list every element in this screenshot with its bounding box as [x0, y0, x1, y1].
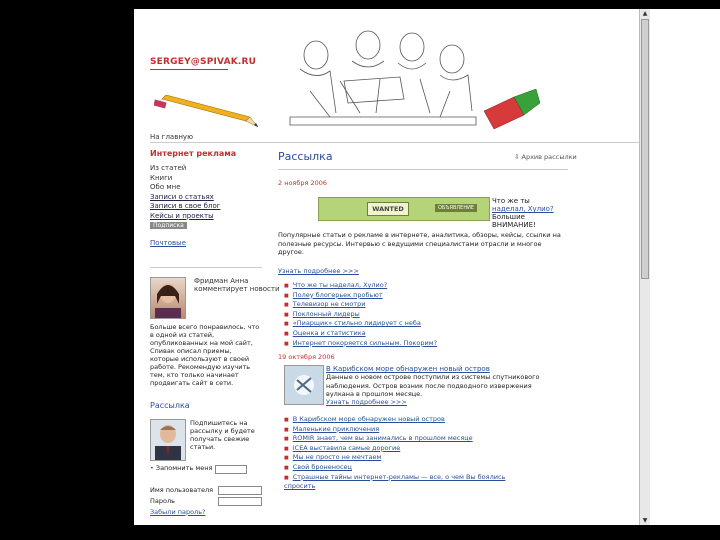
remember-field[interactable] — [215, 465, 247, 474]
wanted-banner-tag: ОБЪЯВЛЕНИЕ — [435, 204, 477, 212]
header-divider — [150, 142, 640, 143]
list-item[interactable]: ■ ROMIR знает, чем вы занимались в прошлом месяце — [284, 434, 473, 443]
list-item[interactable]: ■ ICEA выставила самые дорогие — [284, 443, 401, 452]
subscribe-button[interactable]: Подписка — [150, 222, 187, 229]
sidebar-item-books[interactable]: Книги — [150, 173, 173, 182]
avatar — [150, 419, 186, 461]
wanted-banner[interactable] — [318, 197, 490, 221]
username-input[interactable] — [218, 486, 262, 495]
title-divider — [278, 169, 568, 170]
sidebar-heading: Интернет реклама — [150, 149, 237, 158]
sidebar-subscribe-link[interactable]: Почтовые — [150, 239, 187, 247]
rss-icon: ⇩ — [514, 153, 522, 161]
sidebar-item-blog[interactable]: Записи в свое блог — [150, 202, 221, 210]
meeting-sketch-illustration — [280, 21, 480, 133]
intro-paragraph: Популярные статьи о рекламе в интернете, аналитика, обзоры, кейсы, ссылки на полезные ресурсы. Интервью с ведущими специалистами отрасли и многое другое. — [278, 231, 561, 257]
vertical-scrollbar[interactable] — [639, 9, 650, 525]
person2-text: Подпишитесь на рассылку и будете получать свежие статьи. — [190, 419, 255, 451]
sidebar-item-articles[interactable]: Из статей — [150, 164, 187, 172]
wanted-banner-label: WANTED — [367, 202, 409, 216]
remember-label: Запомнить меня — [155, 464, 213, 472]
list-item[interactable]: ■ Интернет покоряется сильным. Покорим? — [284, 338, 438, 347]
person1-block — [194, 277, 280, 293]
page — [134, 9, 720, 525]
article-list-2 — [284, 415, 534, 491]
page-title: Рассылка — [278, 150, 333, 163]
issue-date: 2 ноября 2006 — [278, 179, 327, 187]
news-thumbnail[interactable] — [284, 365, 324, 405]
issue-date: 19 октября 2006 — [278, 353, 335, 361]
more-link[interactable]: Узнать подробнее >>> — [278, 267, 359, 275]
list-item[interactable]: ■ Маленькие приключения — [284, 424, 380, 433]
list-item[interactable]: ■ Что же ты наделал, Хулио? — [284, 281, 388, 289]
list-item[interactable]: ■ Свой броненосец — [284, 462, 352, 471]
password-label: Пароль — [150, 496, 175, 505]
list-item[interactable]: ■ Поклонный лидеры — [284, 309, 360, 318]
list-item[interactable]: ■ Телевизор не смотри — [284, 300, 366, 309]
scrollbar-thumb[interactable] — [641, 19, 649, 279]
sidebox-line-4: ВНИМАНИЕ! — [492, 221, 536, 229]
person1-text: Больше всего понравилось, что в одной из статей, опубликованных на мой сайт, Спивак описал приемы, которые используют в своей работе. Рекомендую изучить тем, кто только начинает продвигать сайт в сети. — [150, 323, 260, 387]
sidebox-link[interactable]: наделал, Хулио? — [492, 205, 554, 213]
news-more-link[interactable]: Узнать подробнее >>> — [326, 398, 407, 406]
list-item[interactable]: ■ Оценка и статистика — [284, 328, 366, 337]
scroll-down-icon[interactable]: ▼ — [642, 517, 648, 524]
sidebar-divider — [150, 267, 262, 268]
password-input[interactable] — [218, 497, 262, 506]
promo-sidebox — [492, 197, 554, 229]
news-title-link[interactable]: В Карибском море обнаружен новый остров — [326, 365, 490, 373]
sidebar — [150, 149, 262, 247]
sidebar-item-about[interactable]: Обо мне — [150, 183, 181, 191]
avatar — [150, 277, 186, 319]
site-logo[interactable]: SERGEY@SPIVAK.RU — [150, 57, 257, 67]
person1-name: Фридман Анна — [194, 277, 249, 285]
sidebox-line-1: Что же ты — [492, 197, 530, 205]
eraser-illustration — [480, 89, 540, 129]
forgot-password-link[interactable]: Забыли пароль? — [150, 507, 206, 516]
list-item[interactable]: ■ Полеу блогерьек пробьют — [284, 290, 383, 299]
person1-role: комментирует новости — [194, 285, 280, 293]
archive-link[interactable]: ⇩ Архив рассылки — [514, 153, 577, 161]
login-form: • Запомнить меня Имя пользователя Пароль Забыли пароль? — [150, 464, 262, 516]
article-list-1 — [284, 281, 437, 348]
news-text: Данные о новом острове поступили из системы спутникового наблюдения. Остров возник после подводного извержения вулкана в прошлом месяце. — [326, 373, 540, 399]
scroll-up-icon[interactable]: ▲ — [642, 10, 648, 17]
logo-underline — [150, 69, 228, 70]
list-item[interactable]: ■ В Карибском море обнаружен новый остров — [284, 415, 445, 423]
list-item[interactable]: ■ Мы не просто не мечтаем — [284, 453, 382, 462]
list-item[interactable]: ■ Страшные тайны интернет-рекламы — все, о чем Вы боялись спросить — [284, 472, 506, 491]
sidebox-line-3: Большие — [492, 213, 525, 221]
person2-heading: Рассылка — [150, 401, 190, 410]
sidebar-item-notes[interactable]: Записи о статьях — [150, 192, 214, 201]
list-item[interactable]: ■ «Пиарщик» стильно лидирует с неба — [284, 319, 421, 328]
pencil-illustration — [154, 95, 264, 129]
sidebar-item-cases[interactable]: Кейсы и проекты — [150, 211, 214, 220]
login-label: Имя пользователя — [150, 485, 214, 494]
breadcrumb[interactable]: На главную — [150, 133, 193, 141]
